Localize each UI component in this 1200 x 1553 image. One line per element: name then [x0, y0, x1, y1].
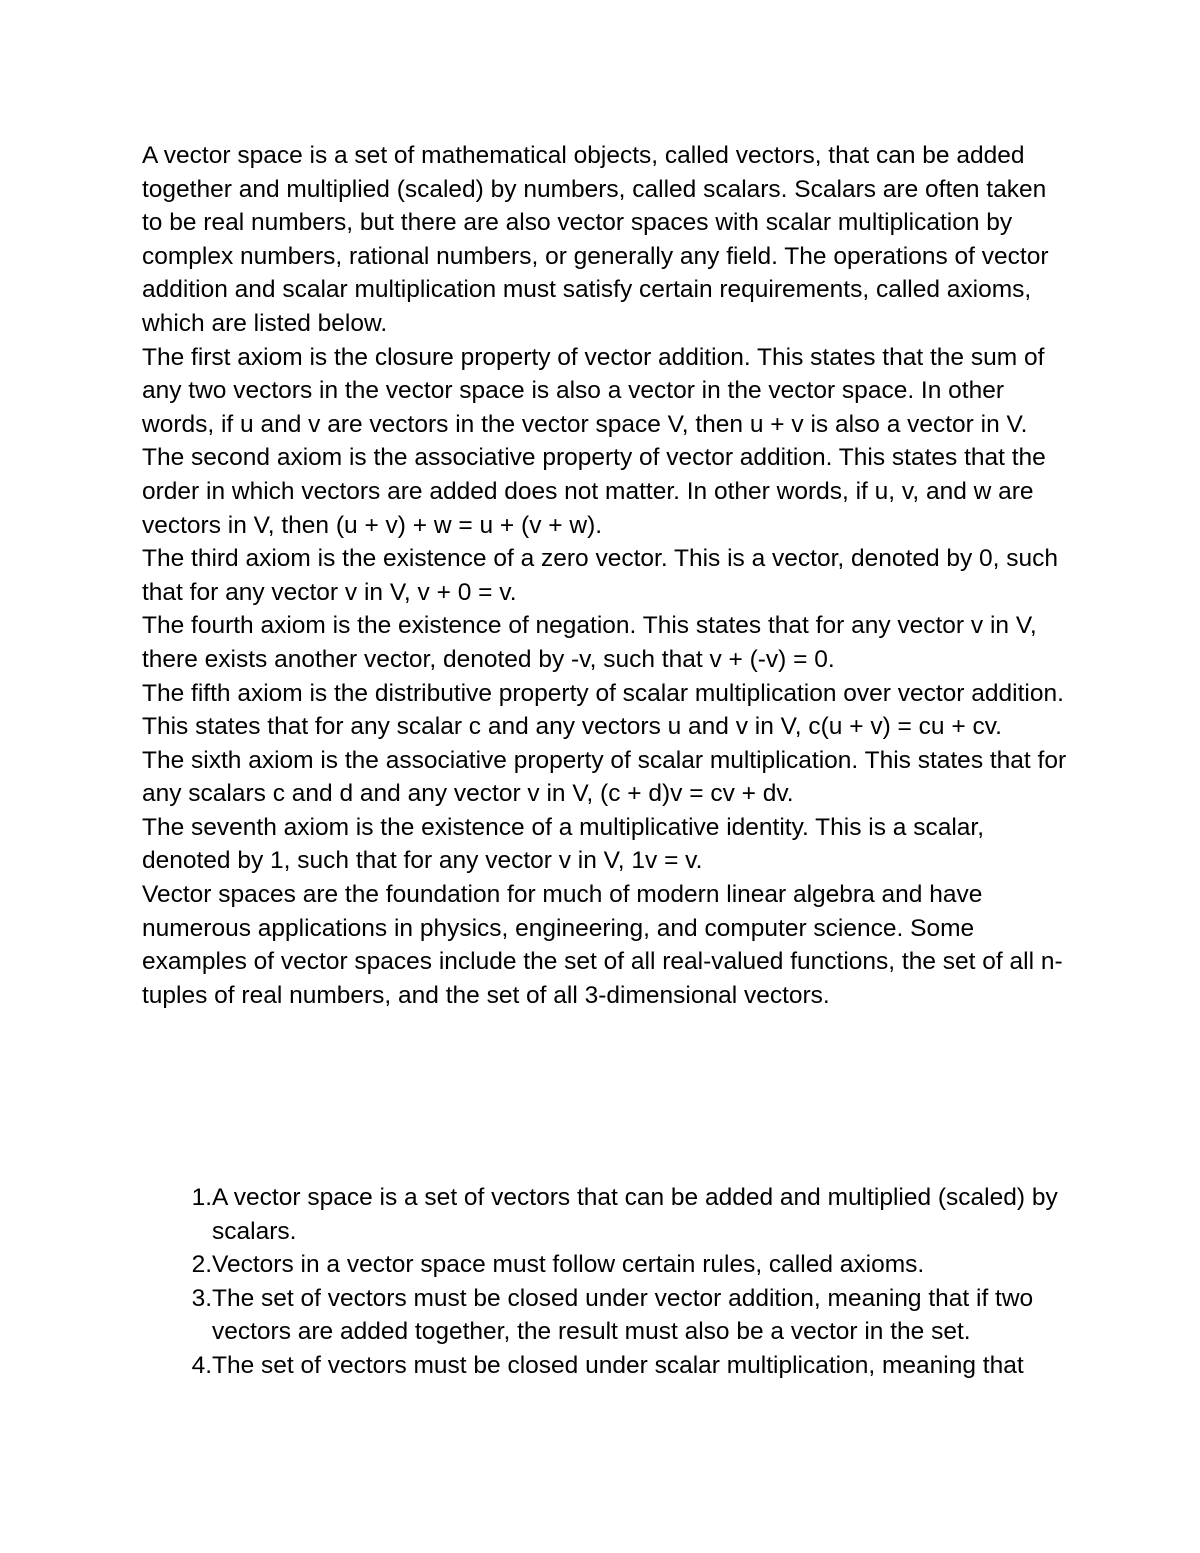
axiom-7-paragraph: The seventh axiom is the existence of a multiplicative identity. This is a scalar, denoted by 1, such that for any vector v in V, 1v = v. [142, 813, 985, 875]
list-item-number: 3. [191, 1284, 212, 1312]
list-item [142, 1248, 1072, 1282]
summary-list [142, 1181, 1072, 1383]
axiom-4-paragraph: The fourth axiom is the existence of negation. This states that for any vector v in V, there exists another vector, denoted by -v, such that v + (-v) = 0. [142, 612, 1037, 673]
list-item [142, 1181, 1072, 1248]
intro-paragraph: A vector space is a set of mathematical objects, called vectors, that can be added together and multiplied (scaled) by numbers, called scalars. Scalars are often taken to be real numbers, but there are also vector spaces with scalar multiplication by complex numbers, rational numbers, or generally any field. The operations of vector addition and scalar multiplication must satisfy certain requirements, called axioms, which are listed below. [142, 142, 1049, 337]
axiom-1-paragraph: The first axiom is the closure property of vector addition. This states that the sum of any two vectors in the vector space is also a vector in the vector space. In other words, if u and v are vectors in the vector space V, then u + v is also a vector in V. [142, 343, 1045, 438]
conclusion-paragraph: Vector spaces are the foundation for much of modern linear algebra and have numerous applications in physics, engineering, and computer science. Some examples of vector spaces include the set of all real-valued functions, the set of all n-tuples of real numbers, and the set of all 3-dimensional vectors. [142, 881, 1063, 1009]
axiom-3-paragraph: The third axiom is the existence of a zero vector. This is a vector, denoted by 0, such that for any vector v in V, v + 0 = v. [142, 545, 1059, 606]
list-item-number: 1. [191, 1184, 212, 1211]
axiom-6-paragraph: The sixth axiom is the associative property of scalar multiplication. This states that for any scalars c and d and any vector v in V, (c + d)v = cv + dv. [142, 746, 1067, 808]
list-item-text: Vectors in a vector space must follow certain rules, called axioms. [212, 1251, 925, 1279]
list-item-number: 4. [191, 1351, 212, 1379]
document-body [142, 139, 1072, 1012]
list-item-text: A vector space is a set of vectors that can be added and multiplied (scaled) by scalars. [212, 1184, 1058, 1245]
axiom-5-paragraph: The fifth axiom is the distributive property of scalar multiplication over vector addition. This states that for any scalar c and any vectors u and v in V, c(u + v) = cu + cv. [142, 679, 1064, 741]
axiom-2-paragraph: The second axiom is the associative property of vector addition. This states that the order in which vectors are added does not matter. In other words, if u, v, and w are vectors in V, then (u + v) + w = u + (v + w). [142, 444, 1046, 539]
list-item-text: The set of vectors must be closed under vector addition, meaning that if two vectors are added together, the result must also be a vector in the set. [212, 1284, 1034, 1346]
list-item-text: The set of vectors must be closed under scalar multiplication, meaning that [212, 1351, 1024, 1379]
list-item [142, 1349, 1072, 1383]
list-item-number: 2. [191, 1251, 212, 1279]
list-item [142, 1282, 1072, 1349]
